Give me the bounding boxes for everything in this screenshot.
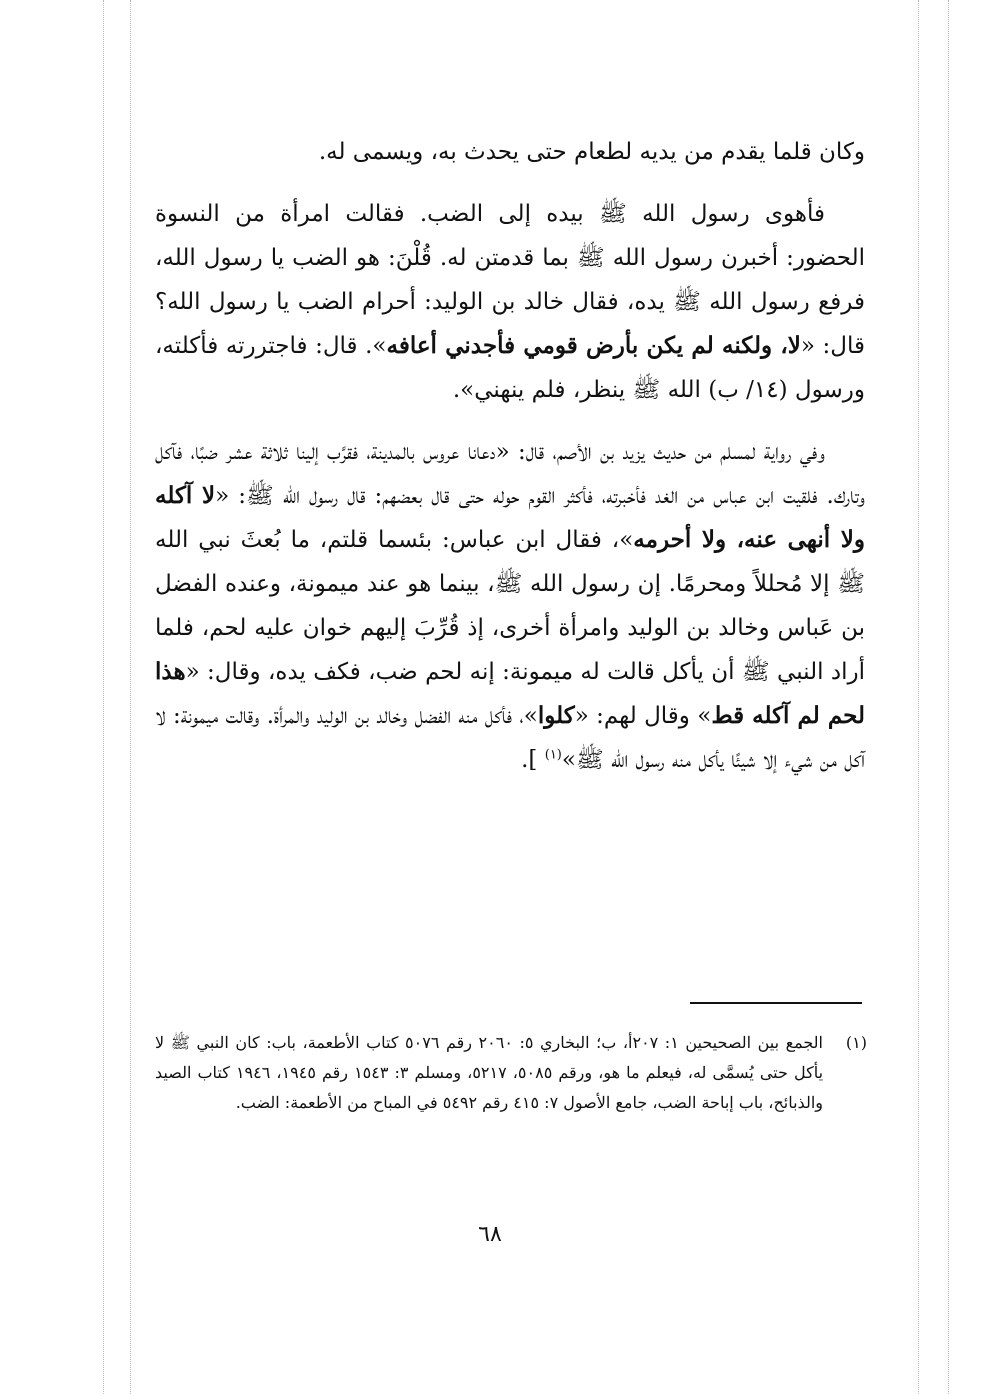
footnote-number: (١) <box>845 1033 867 1052</box>
text-segment: »، فقال ابن عباس: بئسما قلتم، ما بُعثَ نبي الله ﷺ إلا مُحللاً ومحرمًا. إن رسول الله ﷺ، بينما هو عند ميمونة، وعنده الفضل بن عَباس وخالد بن الوليد وامرأة أخرى، إذ قُرِّبَ إليهم خوان عليه لحم، فلما أراد النبي ﷺ أن يأكل قالت له ميمونة: إنه لحم ضب، فكف يده، وقال: « <box>155 527 865 685</box>
margin-guide-line <box>918 0 919 1394</box>
text-segment: وفي رواية لمسلم من حديث يزيد بن الأصم، قال: «دعانا عروس بالمدينة، فقرَّب إلينا ثلاثة عشر ضبًا، فآكل وتارك. فلقيت ابن عباس من الغد فأخبرته، فأكثر القوم حوله حتى قال بعضهم: قال رسول الله ﷺ: « <box>155 439 865 509</box>
text-segment: وكان قلما يقدم من يديه لطعام حتى يحدث به، ويسمى له. <box>318 139 865 165</box>
text-segment: فأهوى رسول الله ﷺ بيده إلى الضب. فقالت امرأة من النسوة الحضور: أخبرن رسول الله ﷺ بما قدمتن له. قُلْنَ: هو الضب يا رسول الله، فرفع رسول الله ﷺ يده، فقال خالد بن الوليد: أحرام الضب يا رسول الله؟ قال: « <box>155 201 865 359</box>
text-segment: » وقال لهم: « <box>574 703 712 729</box>
footnote-text: الجمع بين الصحيحين ١: ٢٠٧أ، ب؛ البخاري ٥: ٢٠٦٠ رقم ٥٠٧٦ كتاب الأطعمة، باب: كان النبي ﷺ لا يأكل حتى يُسمَّى له، فيعلم ما هو، ورقم ٥٠٨٥، ٥٢١٧، ومسلم ٣: ١٥٤٣ رقم ١٩٤٥، ١٩٤٦ كتاب الصيد والذبائح، باب إباحة الضب، جامع الأصول ٧: ٤١٥ رقم ٥٤٩٢ في المباح من الأطعمة: الضب. <box>155 1033 824 1112</box>
text-segment: ». قال: فاجتررته فأكلته، ورسول (١٤/ ب) الله ﷺ ينظر، فلم ينهني». <box>155 333 865 403</box>
paragraph <box>155 430 865 782</box>
paragraph <box>155 192 865 412</box>
page-number: ٦٨ <box>478 1222 502 1247</box>
hadith-quote-bold: لا، ولكنه لم يكن بأرض قومي فأجدني أعافه <box>386 332 801 359</box>
text-segment: ]. <box>521 747 545 773</box>
margin-guide-line <box>103 0 104 1394</box>
footnote <box>155 1028 867 1118</box>
footnote-reference: (١) <box>544 747 562 763</box>
main-text-body <box>155 130 865 800</box>
paragraph <box>155 130 865 174</box>
text-segment: »، فأكل منه الفضل وخالد بن الوليد والمرأة. وقالت ميمونة: لا آكل من شيء إلا شيئًا يأكل منه رسول الله ﷺ» <box>155 703 865 773</box>
hadith-quote-bold: هذا لحم لم آكله قط <box>155 658 865 729</box>
margin-guide-line <box>948 0 949 1394</box>
footnote-separator <box>690 1002 862 1004</box>
margin-guide-line <box>130 0 131 1394</box>
hadith-quote-bold: كلوا <box>537 702 575 729</box>
hadith-quote-bold: لا آكله ولا أنهى عنه، ولا أحرمه <box>155 482 865 553</box>
